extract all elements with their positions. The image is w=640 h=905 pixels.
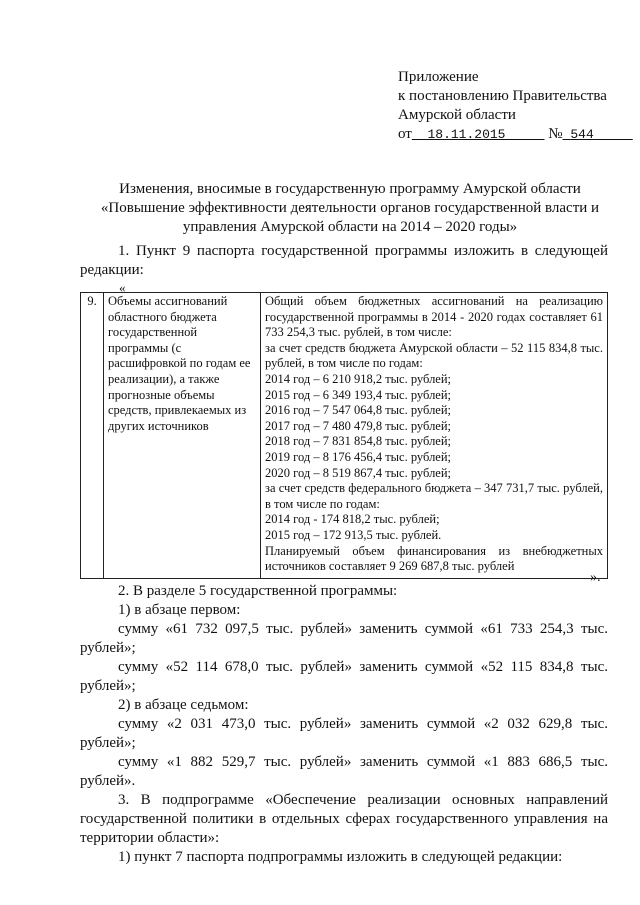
intro-paragraph: 1. Пункт 9 паспорта государственной программы изложить в следующей редакции: [80, 243, 608, 278]
table-row [81, 293, 608, 579]
appendix-header [398, 68, 633, 144]
extra-budget: Планируемый объем финансирования из внебюджетных источников составляет 9 269 687,8 тыс. рублей [265, 543, 603, 574]
federal-year: 2015 год – 172 913,5 тыс. рублей. [265, 527, 442, 542]
federal-year: 2014 год - 174 818,2 тыс. рублей; [265, 512, 440, 527]
title-line-1: Изменения, вносимые в государственную программу Амурской области [119, 181, 581, 197]
paragraph: сумму «52 114 678,0 тыс. рублей» заменить суммой «52 115 834,8 тыс. рублей»; [80, 659, 608, 694]
paragraph: сумму «1 882 529,7 тыс. рублей» заменить суммой «1 883 686,5 тыс. рублей». [80, 754, 608, 789]
paragraph: 2) в абзаце седьмом: [118, 697, 249, 713]
regional-year: 2019 год – 8 176 456,4 тыс. рублей; [265, 449, 452, 464]
body-text [80, 582, 608, 867]
row-name: Объемы ассигнований областного бюджета государственной программы (с расшифровкой по годам ее реализации), а также прогнозные объемы средств, привлекаемых из других источников [104, 293, 261, 579]
regional-year: 2016 год – 7 547 064,8 тыс. рублей; [265, 403, 452, 418]
regional-year: 2020 год – 8 519 867,4 тыс. рублей; [265, 465, 452, 480]
date-prefix: от [398, 126, 412, 142]
appendix-date-line [398, 125, 633, 144]
regional-year: 2014 год – 6 210 918,2 тыс. рублей; [265, 371, 452, 386]
paragraph: сумму «61 732 097,5 тыс. рублей» заменить суммой «61 733 254,3 тыс. рублей»; [80, 621, 608, 656]
regional-year: 2018 год – 7 831 854,8 тыс. рублей; [265, 434, 452, 449]
resolution-number: 544 [570, 127, 594, 142]
quote-open: « [119, 280, 126, 295]
row-number: 9. [81, 293, 104, 579]
quote-close: ». [590, 570, 601, 585]
paragraph: сумму «2 031 473,0 тыс. рублей» заменить суммой «2 032 629,8 тыс. рублей»; [80, 716, 608, 751]
paragraph: 1) в абзаце первом: [118, 602, 241, 618]
paragraph: 2. В разделе 5 государственной программы: [118, 583, 398, 599]
appendix-label: Приложение [398, 69, 479, 85]
federal-intro: за счет средств федерального бюджета – 347 731,7 тыс. рублей, в том числе по годам: [265, 481, 603, 511]
paragraph: 1) пункт 7 паспорта подпрограммы изложить в следующей редакции: [118, 849, 563, 865]
number-prefix: № [548, 126, 563, 142]
paragraph: 3. В подпрограмме «Обеспечение реализации основных направлений государственной политики в отдельных сферах государственного управления на территории области»: [80, 792, 608, 846]
total-amount: Общий объем бюджетных ассигнований на реализацию государственной программы в 2014 - 2020 годах составляет 61 733 254,3 тыс. рублей, в том числе: [265, 294, 603, 340]
document-title [70, 180, 630, 237]
appendix-region: Амурской области [398, 107, 516, 123]
appendix-resolution: к постановлению Правительства [398, 88, 607, 104]
passport-table [80, 292, 608, 579]
regional-year: 2015 год – 6 349 193,4 тыс. рублей; [265, 387, 452, 402]
title-line-3: управления Амурской области на 2014 – 2020 годы» [182, 219, 518, 235]
resolution-date: 18.11.2015 [427, 127, 506, 142]
title-line-2: «Повышение эффективности деятельности органов государственной власти и [100, 200, 600, 216]
regional-year: 2017 год – 7 480 479,8 тыс. рублей; [265, 418, 452, 433]
row-content [261, 293, 608, 579]
regional-intro: за счет средств бюджета Амурской области – 52 115 834,8 тыс. рублей, в том числе по годам: [265, 340, 603, 371]
